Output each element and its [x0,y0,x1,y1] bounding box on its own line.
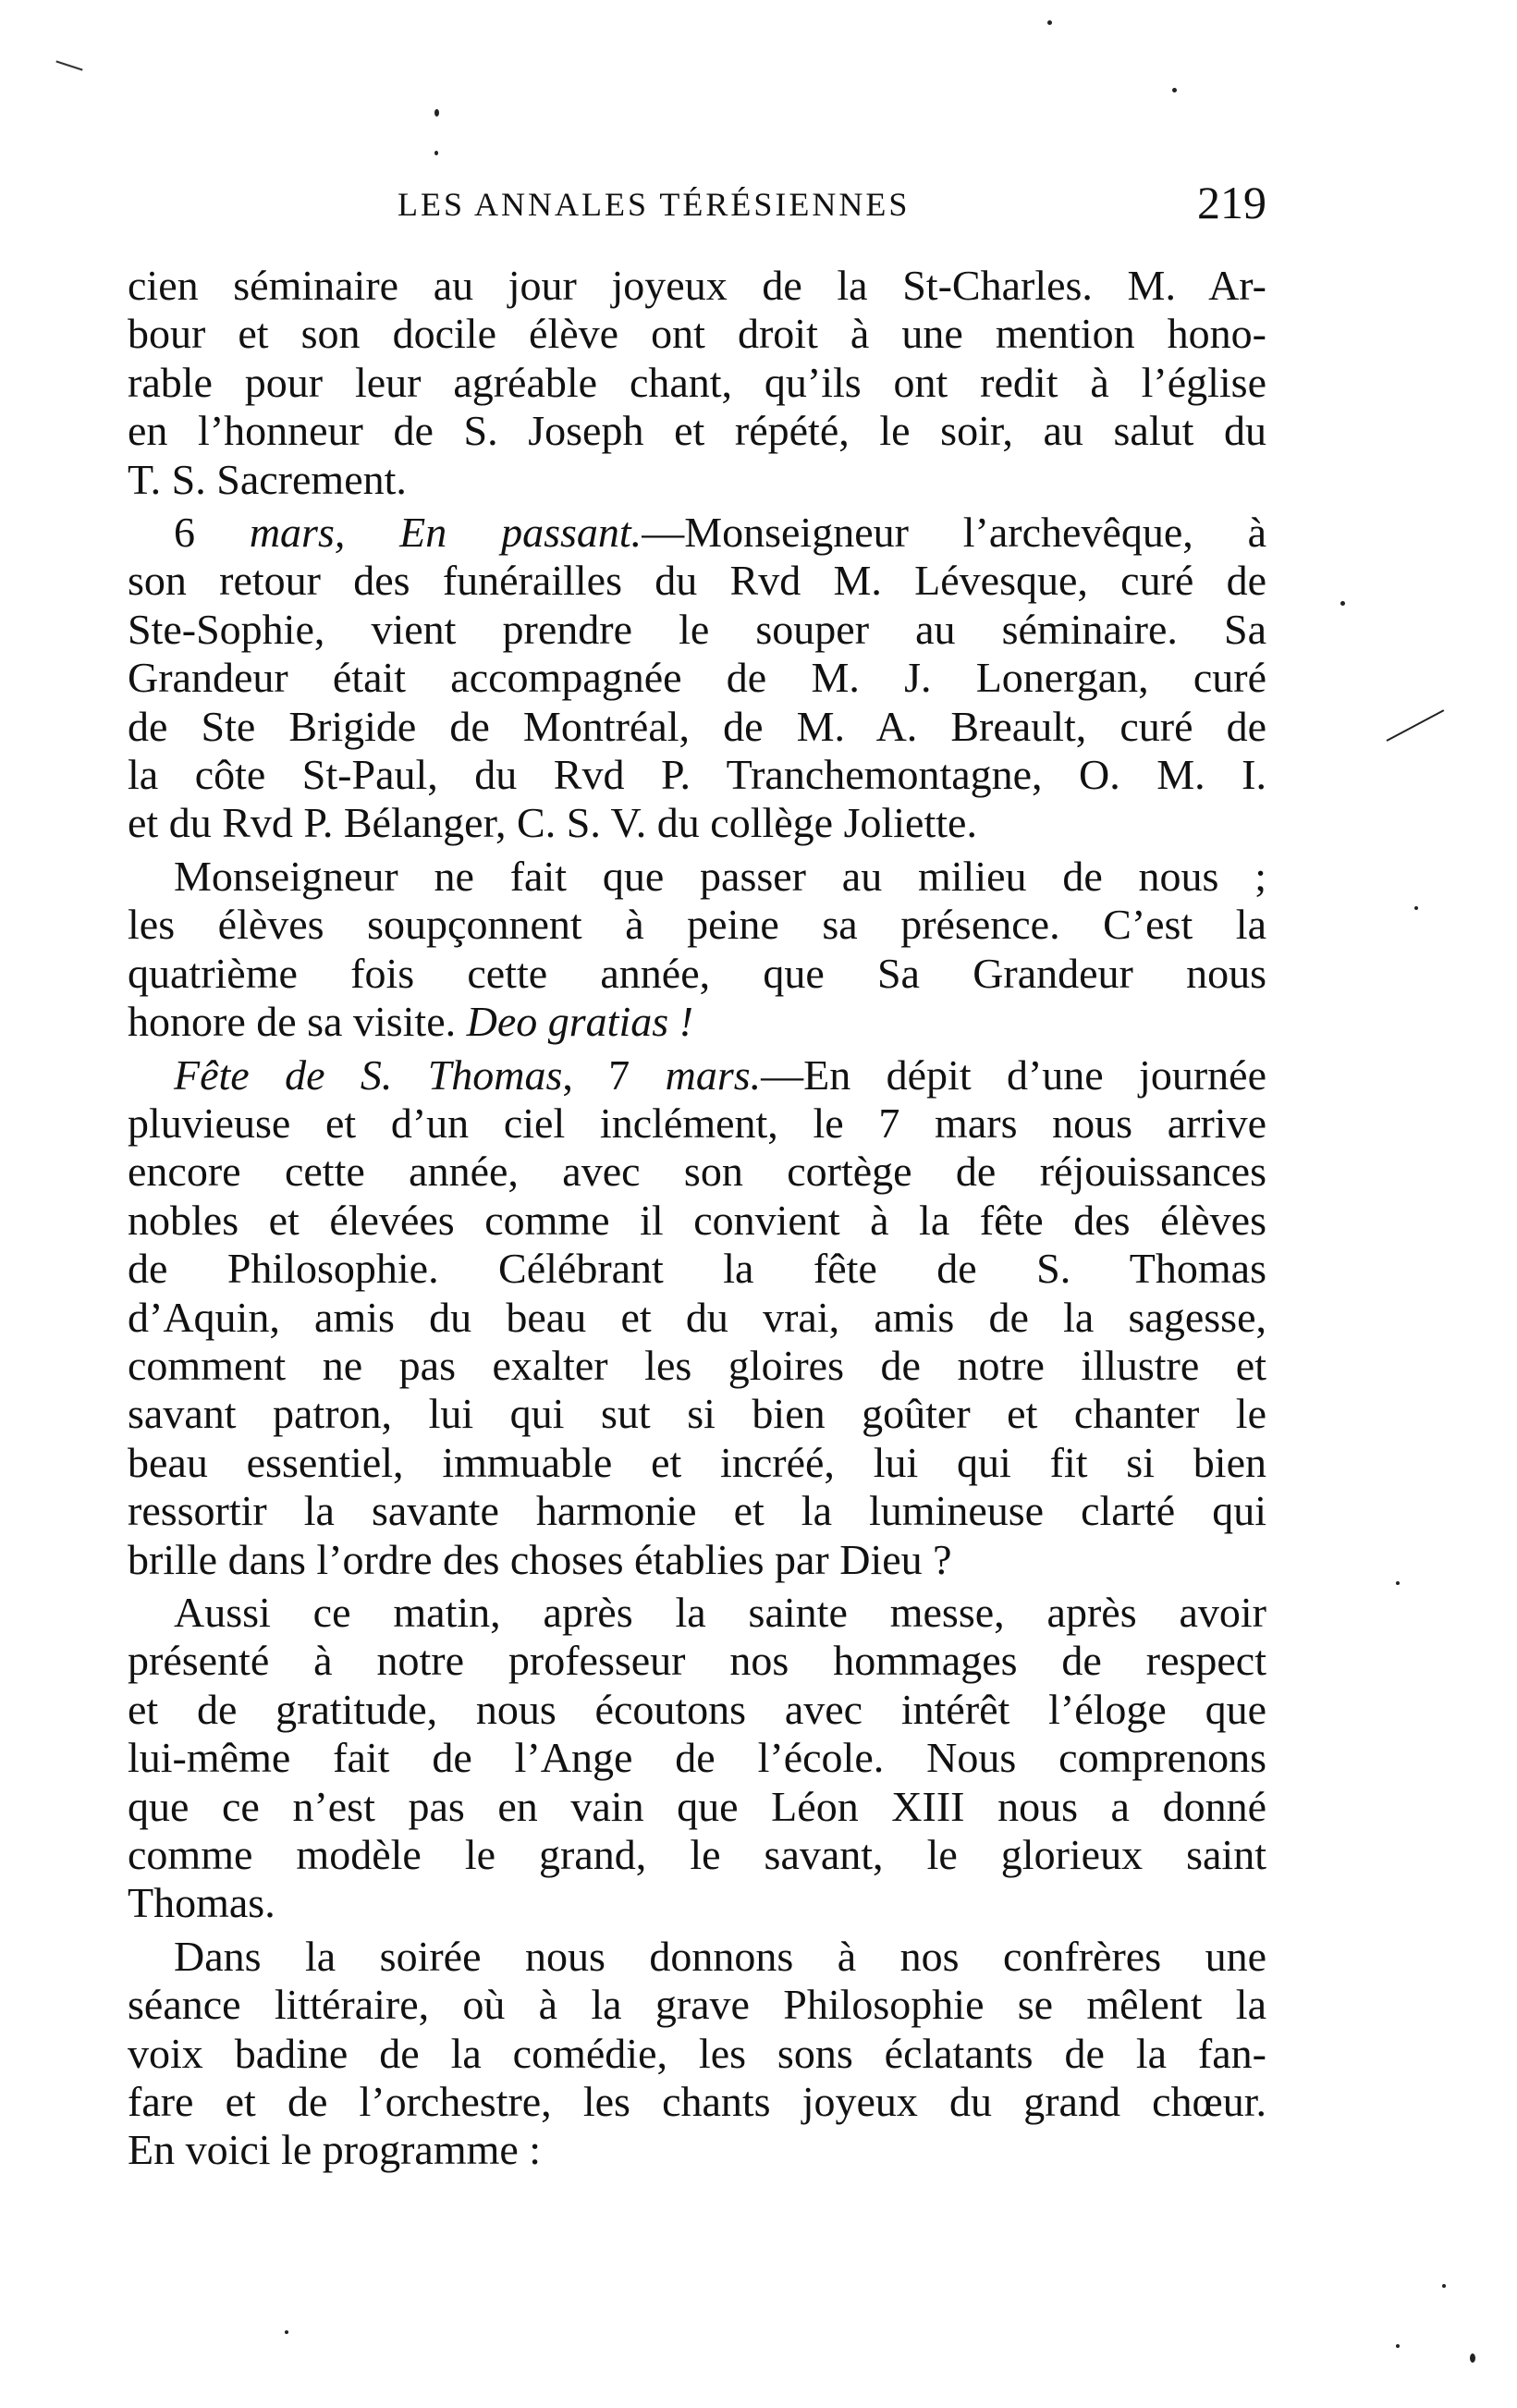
text-line: et du Rvd P. Bélanger, C. S. V. du collège Joliette. [128,799,977,847]
text-line: encore cette année, avec son cortège de réjouissances [128,1148,1266,1196]
paragraph [128,1933,1266,2175]
paragraph [128,1589,1266,1928]
text-line: les élèves soupçonnent à peine sa présence. C’est la [128,901,1266,949]
text-line: quatrième fois cette année, que Sa Grandeur nous [128,949,1266,997]
text-line: savant patron, lui qui sut si bien goûter et chanter le [128,1390,1266,1438]
running-head: LES ANNALES TÉRÉSIENNES [398,186,911,223]
entry-date: mars. [665,1050,762,1099]
text-line: Grandeur était accompagnée de M. J. Lonergan, curé [128,654,1266,702]
text-line: la côte St-Paul, du Rvd P. Tranchemontagne, O. M. I. [128,751,1266,799]
text-fragment: honore de sa visite. [128,998,457,1046]
page-header [129,176,1276,231]
paragraph [128,853,1266,1047]
text-line: pluvieuse et d’un ciel inclément, le 7 mars nous arrive [128,1099,1266,1147]
text-line: brille dans l’ordre des choses établies par Dieu ? [128,1535,952,1583]
scan-speck [434,109,439,117]
scan-speck [1396,1581,1400,1585]
text-line: En voici le programme : [128,2126,542,2174]
text-line: et de gratitude, nous écoutons avec intérêt l’éloge que [128,1685,1266,1733]
text-line: bour et son docile élève ont droit à une mention hono- [128,310,1266,358]
text-line: de Philosophie. Célébrant la fête de S. Thomas [128,1245,1266,1293]
text-line: séance littéraire, où à la grave Philosophie se mêlent la [128,1981,1266,2029]
text-line: Thomas. [128,1879,275,1927]
scan-mark [55,60,82,70]
text-line: comment ne pas exalter les gloires de notre illustre et [128,1341,1266,1389]
scan-speck [1470,2353,1475,2363]
scan-speck [1442,2284,1446,2288]
scan-speck [1396,2344,1400,2348]
text-line: présenté à notre professeur nos hommages de respect [128,1637,1266,1685]
scan-speck [434,151,438,155]
text-fragment: , 7 [562,1050,666,1099]
text-line: ressortir la savante harmonie et la lumineuse clarté qui [128,1487,1266,1535]
text-line: lui-même fait de l’Ange de l’école. Nous comprenons [128,1734,1266,1782]
scan-speck [1340,601,1345,606]
scan-speck [285,2330,288,2334]
scan-speck [1047,20,1052,25]
text-line: fare et de l’orchestre, les chants joyeux du grand chœur. [128,2078,1266,2126]
text-line: nobles et élevées comme il convient à la fête des élèves [128,1196,1266,1244]
paragraph [128,262,1266,504]
text-line: Dans la soirée nous donnons à nos confrères une [174,1932,1266,1980]
text-fragment: —En dépit d’une journée [761,1050,1266,1099]
text-line: beau essentiel, immuable et incréé, lui qui fit si bien [128,1438,1266,1486]
entry-date: 6 [174,509,250,557]
text-line: d’Aquin, amis du beau et du vrai, amis de la sagesse, [128,1293,1266,1341]
text-line: voix badine de la comédie, les sons éclatants de la fan- [128,2029,1266,2077]
text-line: cien séminaire au jour joyeux de la St-Charles. M. Ar- [128,262,1266,309]
text-line [128,1051,1266,1100]
scan-speck [1414,906,1418,910]
text-line: T. S. Sacrement. [128,455,407,503]
page-number: 219 [1197,177,1266,228]
text-fragment: —Monseigneur l’archevêque, à [642,509,1266,557]
text-line [128,509,1266,557]
text-line: rable pour leur agréable chant, qu’ils ont redit à l’église [128,358,1266,406]
italic-phrase: Deo gratias ! [466,998,693,1046]
scan-mark [1387,709,1445,742]
text-line: Monseigneur ne fait que passer au milieu de nous ; [174,852,1266,900]
text-line: comme modèle le grand, le savant, le glorieux saint [128,1831,1266,1878]
body-text [128,262,1266,2175]
text-line: son retour des funérailles du Rvd M. Lévesque, curé de [128,557,1266,605]
text-line: Aussi ce matin, après la sainte messe, après avoir [174,1588,1266,1636]
scan-speck [1172,88,1177,92]
text-line: en l’honneur de S. Joseph et répété, le soir, au salut du [128,407,1266,455]
entry-heading: Fête de S. Thomas [174,1050,563,1099]
text-line [128,998,1266,1046]
text-line: Ste-Sophie, vient prendre le souper au séminaire. Sa [128,605,1266,653]
text-line: de Ste Brigide de Montréal, de M. A. Breault, curé de [128,702,1266,750]
text-line: que ce n’est pas en vain que Léon XIII nous a donné [128,1782,1266,1830]
paragraph [128,509,1266,848]
entry-heading: mars, En passant. [249,509,642,557]
paragraph [128,1051,1266,1584]
